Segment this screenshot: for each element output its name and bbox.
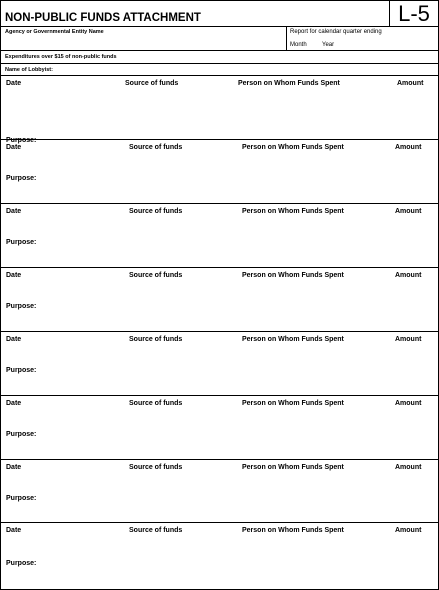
date-header: Date xyxy=(6,464,22,471)
month-label: Month xyxy=(290,42,307,48)
person-header: Person on Whom Funds Spent xyxy=(242,272,344,279)
lobbyist-label: Name of Lobbyist: xyxy=(5,67,53,73)
amount-header: Amount xyxy=(395,400,422,407)
purpose-label: Purpose: xyxy=(6,303,37,310)
purpose-label: Purpose: xyxy=(6,175,37,182)
form-code: L-5 xyxy=(398,0,430,26)
amount-header: Amount xyxy=(397,80,424,87)
person-header: Person on Whom Funds Spent xyxy=(242,400,344,407)
amount-header: Amount xyxy=(395,144,422,151)
person-header: Person on Whom Funds Spent xyxy=(242,144,344,151)
divider-header xyxy=(1,26,438,27)
source-of-funds-header: Source of funds xyxy=(129,208,183,215)
source-of-funds-header: Source of funds xyxy=(129,527,183,534)
source-of-funds-header: Source of funds xyxy=(129,464,183,471)
purpose-label: Purpose: xyxy=(6,560,37,567)
year-label: Year xyxy=(322,42,335,48)
date-header: Date xyxy=(6,527,22,534)
purpose-label: Purpose: xyxy=(6,367,37,374)
expenditure-entry xyxy=(1,331,438,396)
expenditure-entry xyxy=(1,139,438,204)
form-code-box xyxy=(389,1,438,27)
amount-header: Amount xyxy=(395,527,422,534)
expenditure-entry xyxy=(1,203,438,268)
date-header: Date xyxy=(6,208,22,215)
person-header: Person on Whom Funds Spent xyxy=(242,527,344,534)
source-of-funds-header: Source of funds xyxy=(129,144,183,151)
expenditure-entry xyxy=(1,75,438,144)
person-header: Person on Whom Funds Spent xyxy=(242,464,344,471)
amount-header: Amount xyxy=(395,336,422,343)
purpose-label: Purpose: xyxy=(6,431,37,438)
source-of-funds-header: Source of funds xyxy=(129,336,183,343)
expenditure-entry xyxy=(1,395,438,460)
source-of-funds-header: Source of funds xyxy=(125,80,179,87)
purpose-label: Purpose: xyxy=(6,495,37,502)
date-header: Date xyxy=(6,400,22,407)
purpose-label: Purpose: xyxy=(6,239,37,246)
date-header: Date xyxy=(6,336,22,343)
purpose-label: Purpose: xyxy=(6,137,37,144)
amount-header: Amount xyxy=(395,208,422,215)
person-header: Person on Whom Funds Spent xyxy=(242,336,344,343)
expenditure-entry xyxy=(1,267,438,332)
source-of-funds-header: Source of funds xyxy=(129,400,183,407)
form-title: NON-PUBLIC FUNDS ATTACHMENT xyxy=(5,12,201,24)
date-header: Date xyxy=(6,272,22,279)
date-header: Date xyxy=(6,80,22,87)
report-quarter-label: Report for calendar quarter ending xyxy=(290,29,382,35)
divider-agency xyxy=(1,50,438,51)
person-header: Person on Whom Funds Spent xyxy=(242,208,344,215)
source-of-funds-header: Source of funds xyxy=(129,272,183,279)
expenditures-label: Expenditures over $15 of non-public funds xyxy=(5,54,117,60)
divider-agency-report xyxy=(286,26,287,50)
amount-header: Amount xyxy=(395,272,422,279)
agency-label: Agency or Governmental Entity Name xyxy=(5,29,104,35)
amount-header: Amount xyxy=(395,464,422,471)
date-header: Date xyxy=(6,144,22,151)
expenditure-entry xyxy=(1,522,438,589)
expenditure-entry xyxy=(1,459,438,524)
person-header: Person on Whom Funds Spent xyxy=(238,80,340,87)
divider-expenditures xyxy=(1,63,438,64)
